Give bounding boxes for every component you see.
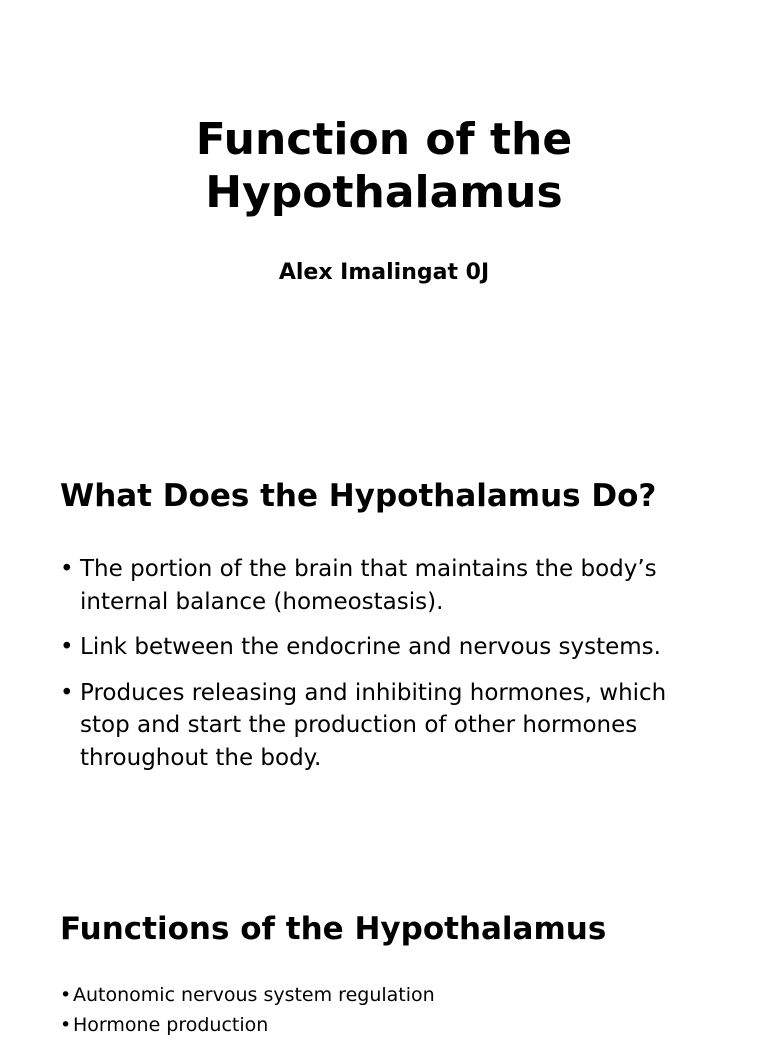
list-item bbox=[60, 1010, 720, 1040]
bullet-icon: • bbox=[60, 556, 74, 582]
list-item-text: Hormone production bbox=[73, 1014, 269, 1036]
list-item-text: Autonomic nervous system regulation bbox=[73, 984, 435, 1006]
list-item-text: Link between the endocrine and nervous systems. bbox=[80, 634, 661, 660]
slide-heading: What Does the Hypothalamus Do? bbox=[60, 478, 657, 514]
list-item bbox=[60, 980, 720, 1010]
list-item-text: The portion of the brain that maintains the body’s internal balance (homeostasis). bbox=[80, 556, 657, 615]
author-name: Alex Imalingat 0J bbox=[278, 260, 490, 285]
bullet-icon: • bbox=[60, 1014, 72, 1036]
list-item-text: Produces releasing and inhibiting hormones, which stop and start the production of other hormones throughout the body. bbox=[80, 679, 667, 771]
bullet-list bbox=[60, 980, 720, 1040]
bullet-icon: • bbox=[60, 634, 74, 660]
slide-heading: Functions of the Hypothalamus bbox=[60, 911, 607, 947]
slide-title-line-2: Hypothalamus bbox=[205, 167, 563, 218]
bullet-icon: • bbox=[60, 679, 74, 706]
bullet-icon: • bbox=[60, 984, 72, 1006]
slide-title-line-1: Function of the bbox=[195, 114, 573, 165]
